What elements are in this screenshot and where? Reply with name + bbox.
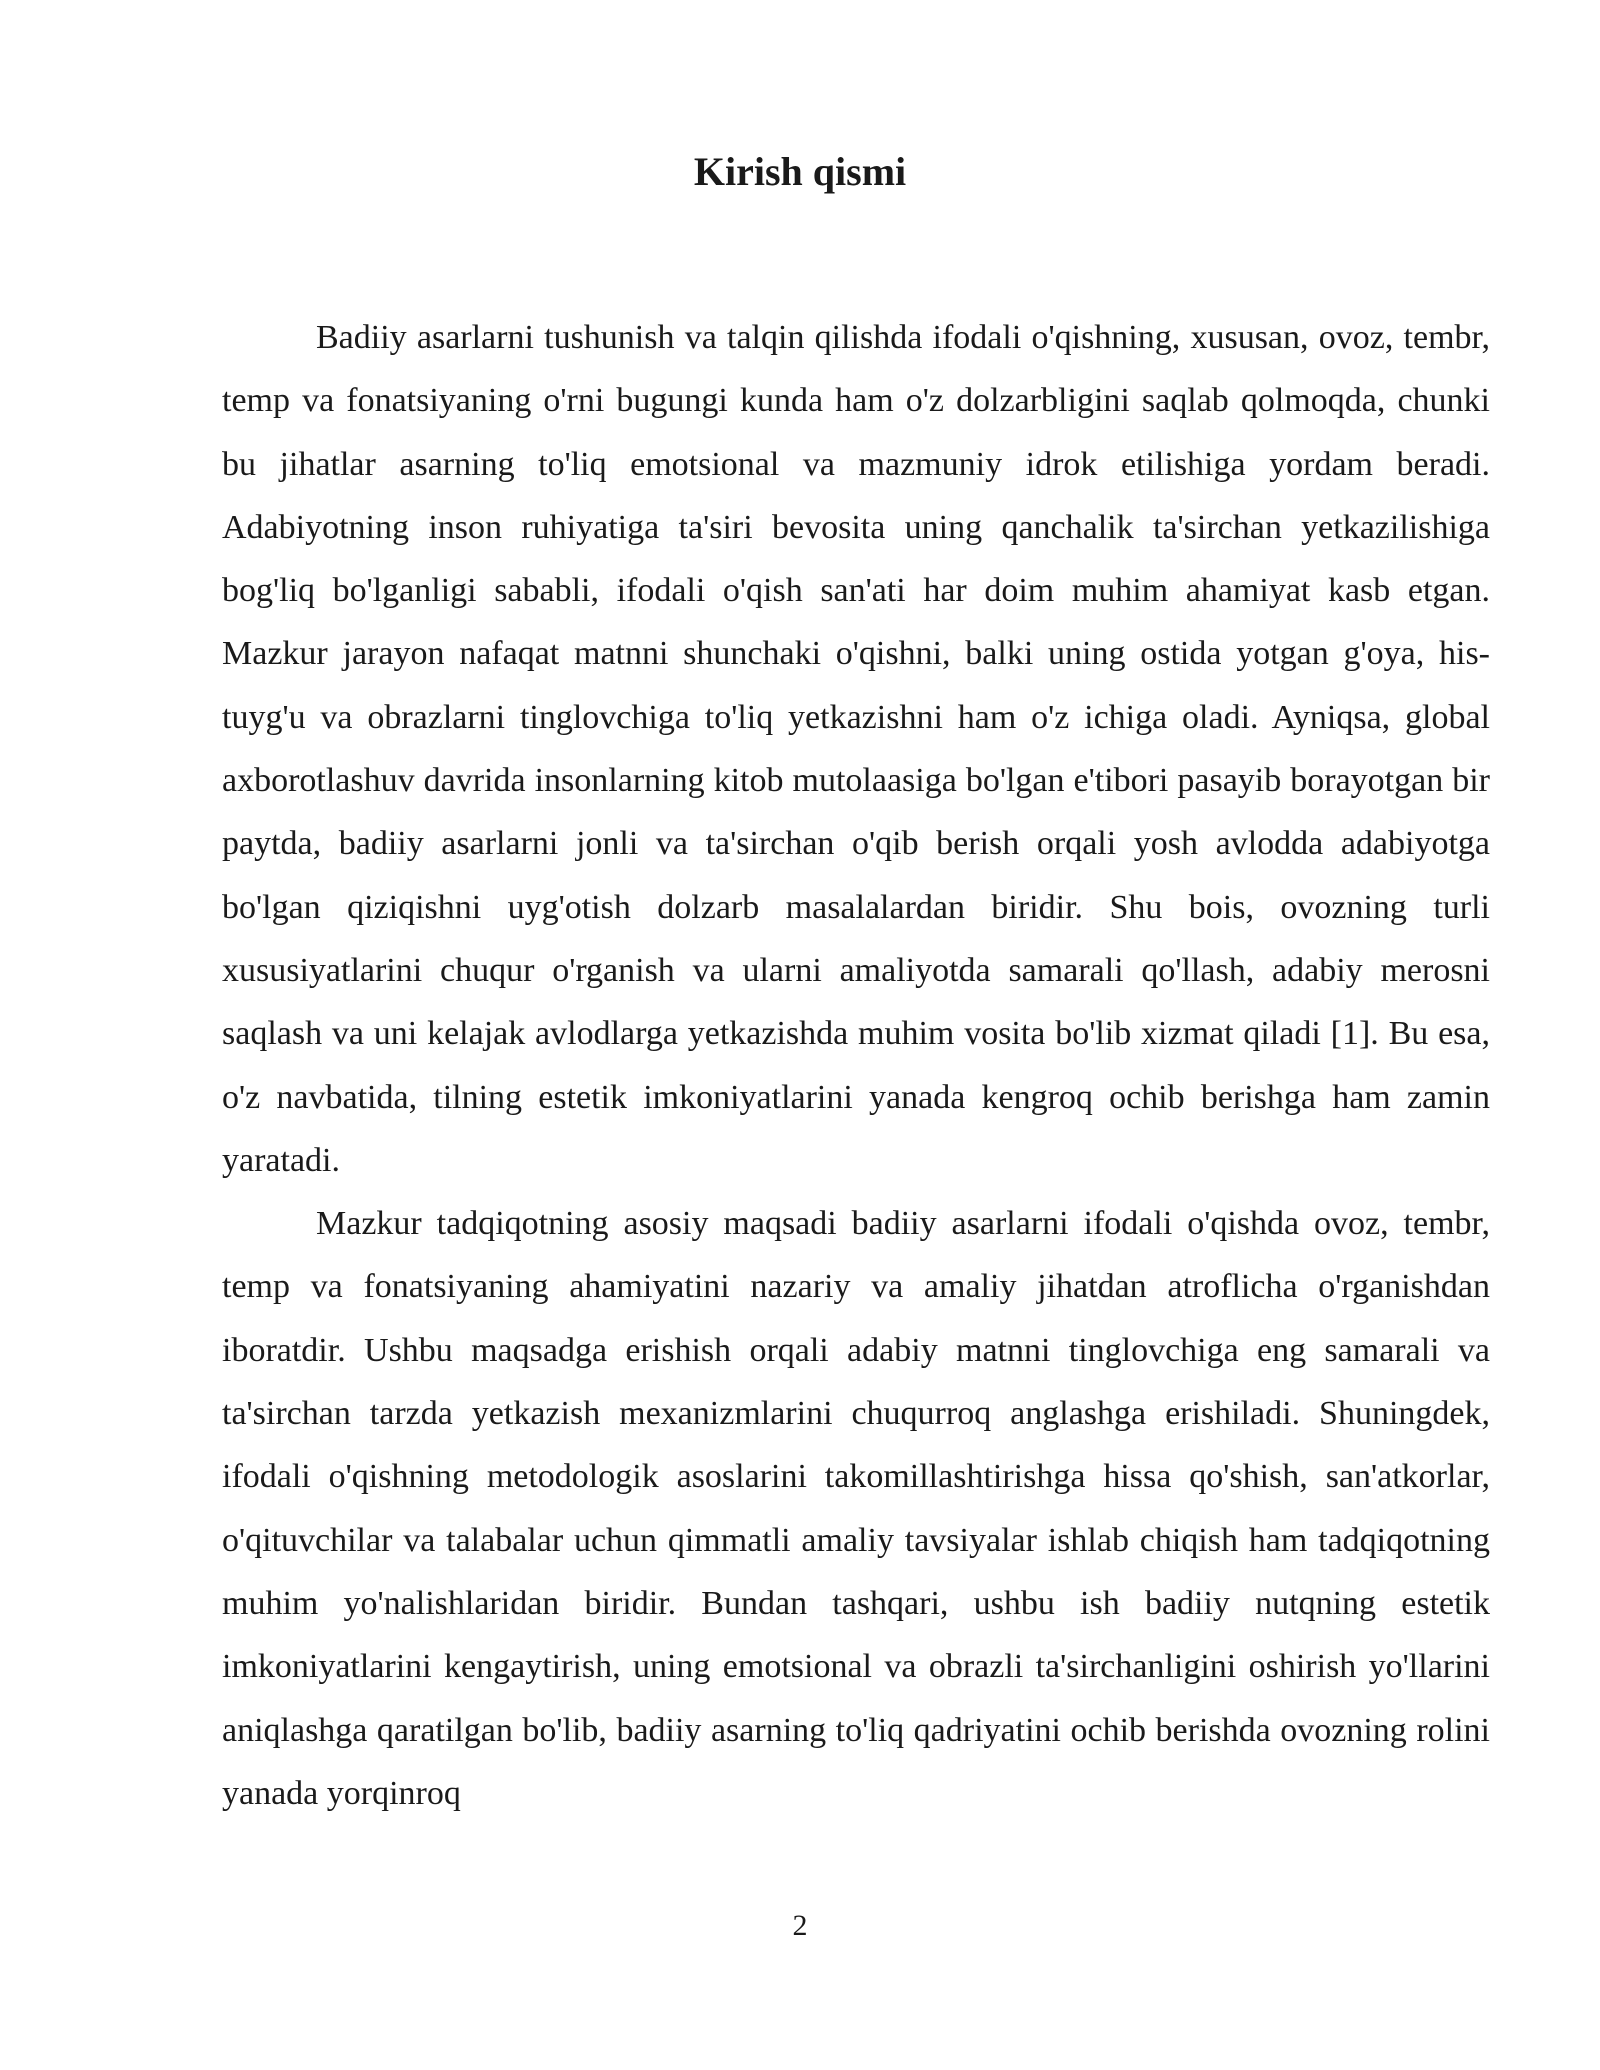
body-text — [222, 306, 1490, 1825]
paragraph-2: Mazkur tadqiqotning asosiy maqsadi badiiy asarlarni ifodali o'qishda ovoz, tembr, temp va fonatsiyaning ahamiyatini nazariy va amaliy jihatdan atroflicha o'rganishdan iboratdir. Ushbu maqsadga erishish orqali adabiy matnni tinglovchiga eng samarali va ta'sirchan tarzda yetkazish mexanizmlarini chuqurroq anglashga erishiladi. Shuningdek, ifodali o'qishning metodologik asoslarini takomillashtirishga hissa qo'shish, san'atkorlar, o'qituvchilar va talabalar uchun qimmatli amaliy tavsiyalar ishlab chiqish ham tadqiqotning muhim yo'nalishlaridan biridir. Bundan tashqari, ushbu ish badiiy nutqning estetik imkoniyatlarini kengaytirish, uning emotsional va obrazli ta'sirchanligini oshirish yo'llarini aniqlashga qaratilgan bo'lib, badiiy asarning to'liq qadriyatini ochib berishda ovozning rolini yanada yorqinroq — [222, 1205, 1490, 1812]
page-title: Kirish qismi — [693, 149, 907, 194]
paragraph-1: Badiiy asarlarni tushunish va talqin qilishda ifodali o'qishning, xususan, ovoz, tembr, temp va fonatsiyaning o'rni bugungi kunda ham o'z dolzarbligini saqlab qolmoqda, chunki bu jihatlar asarning to'liq emotsional va mazmuniy idrok etilishiga yordam beradi. Adabiyotning inson ruhiyatiga ta'siri bevosita uning qanchalik ta'sirchan yetkazilishiga bog'liq bo'lganligi sababli, ifodali o'qish san'ati har doim muhim ahamiyat kasb etgan. Mazkur jarayon nafaqat matnni shunchaki o'qishni, balki uning ostida yotgan g'oya, his-tuyg'u va obrazlarni tinglovchiga to'liq yetkazishni ham o'z ichiga oladi. Ayniqsa, global axborotlashuv davrida insonlarning kitob mutolaasiga bo'lgan e'tibori pasayib borayotgan bir paytda, badiiy asarlarni jonli va ta'sirchan o'qib berish orqali yosh avlodda adabiyotga bo'lgan qiziqishni uyg'otish dolzarb masalalardan biridir. Shu bois, ovozning turli xususiyatlarini chuqur o'rganish va ularni amaliyotda samarali qo'llash, adabiy merosni saqlash va uni kelajak avlodlarga yetkazishda muhim vosita bo'lib xizmat qiladi [1]. Bu esa, o'z navbatida, tilning estetik imkoniyatlarini yanada kengroq ochib berishga ham zamin yaratadi. — [222, 319, 1490, 1179]
page-number: 2 — [792, 1909, 808, 1942]
